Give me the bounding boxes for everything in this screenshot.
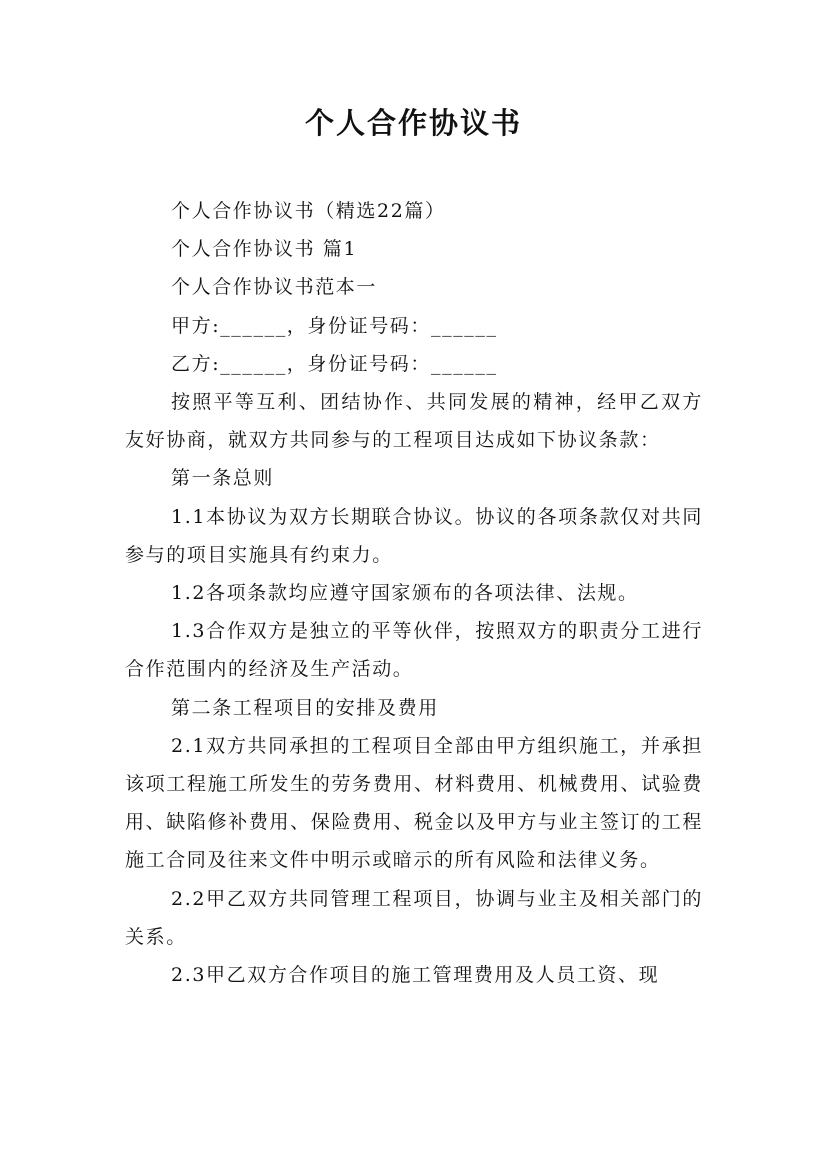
paragraph-clause-1-1: 1.1本协议为双方长期联合协议。协议的各项条款仅对共同参与的项目实施具有约束力。 <box>125 505 703 566</box>
paragraph-chapter-heading: 个人合作协议书 篇1 <box>171 238 358 261</box>
paragraph-article-1-heading: 第一条总则 <box>171 467 275 490</box>
paragraph-clause-1-2: 1.2各项条款均应遵守国家颁布的各项法律、法规。 <box>171 582 639 605</box>
paragraph-clause-2-1: 2.1双方共同承担的工程项目全部由甲方组织施工，并承担该项工程施工所发生的劳务费用、材料费用、机械费用、试验费用、缺陷修补费用、保险费用、税金以及甲方与业主签订的工程施工合同及往来文件中明示或暗示的所有风险和法律义务。 <box>125 734 703 872</box>
paragraph-clause-2-3: 2.3甲乙双方合作项目的施工管理费用及人员工资、现 <box>171 964 660 987</box>
paragraph-party-b: 乙方:______，身份证号码：______ <box>171 352 498 375</box>
document-body <box>125 192 703 994</box>
paragraph-clause-2-2: 2.2甲乙双方共同管理工程项目，协调与业主及相关部门的关系。 <box>125 887 703 948</box>
paragraph-subtitle: 个人合作协议书（精选22篇） <box>171 200 446 222</box>
paragraph-template-heading: 个人合作协议书范本一 <box>171 276 378 299</box>
paragraph-article-2-heading: 第二条工程项目的安排及费用 <box>171 696 439 719</box>
document-title: 个人合作协议书 <box>304 106 522 140</box>
paragraph-clause-1-3: 1.3合作双方是独立的平等伙伴，按照双方的职责分工进行合作范围内的经济及生产活动。 <box>125 620 703 681</box>
paragraph-party-a: 甲方:______，身份证号码：______ <box>171 314 498 337</box>
paragraph-preamble: 按照平等互利、团结协作、共同发展的精神，经甲乙双方友好协商，就双方共同参与的工程项目达成如下协议条款： <box>125 391 703 452</box>
